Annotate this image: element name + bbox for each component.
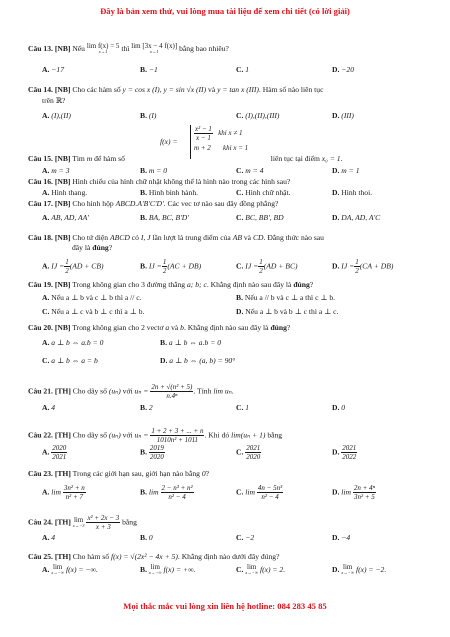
question-text: Nếu (72, 43, 85, 53)
option-b[interactable]: B. 2 (140, 403, 153, 412)
option-c[interactable]: C. 1 (236, 403, 250, 412)
question-level: [NB] (54, 199, 71, 208)
question-level: [TH] (54, 517, 71, 527)
option-c[interactable]: C. 1 (236, 65, 250, 74)
fraction: $\frac{1}{2}$ (65, 258, 69, 275)
option-b[interactable]: B. lim x→−∞ f(x) = +∞. (140, 563, 196, 575)
question-level: [TH] (54, 386, 71, 396)
option-d[interactable]: D. $\frac{2021}{2022}$ (332, 444, 357, 461)
question-19: Câu 19. [NB] Trong không gian cho 3 đường thẳng a; b; c. Khẳng định nào sau đây là đúng? (28, 280, 314, 289)
option-c[interactable]: C. Hình chữ nhật. (236, 188, 291, 197)
page-footer: Mọi thắc mắc vui lòng xin liên hệ hotline: 084 283 45 85 (123, 601, 327, 611)
option-a[interactable]: A. m = 3 (42, 166, 70, 175)
question-level: [NB] (54, 85, 71, 94)
question-level: [TH] (54, 469, 71, 478)
option-d[interactable]: D. (III) (332, 111, 354, 120)
fraction: $\frac{2021}{2020}$ (246, 444, 261, 461)
option-b[interactable]: B. m = 0 (140, 166, 168, 175)
option-c[interactable]: C. −2 (236, 533, 255, 542)
question-number: Câu 19. (28, 280, 53, 289)
option-a[interactable]: A. (I),(II) (42, 111, 71, 120)
question-number: Câu 17. (28, 199, 53, 208)
question-22: Câu 22. [TH] Cho dãy số (uₙ) với uₙ = $\frac{1 + 2 + 3 + ... + n}{\text{1010n² + 1011}}$ . Khi đó lim(uₙ + 1) bằng (28, 427, 283, 444)
fraction: $\frac{\text{2n + √(n² + 5)}}{\text{n.4ⁿ}}$ (151, 383, 193, 400)
option-d[interactable]: D. m = 1 (332, 166, 360, 175)
fraction: $\frac{1}{2}$ (259, 258, 263, 275)
question-level: [NB] (54, 233, 71, 242)
option-a[interactable]: A. −17 (42, 65, 65, 74)
fraction: $\frac{2019}{2020}$ (149, 444, 164, 461)
question-number: Câu 21. (28, 386, 53, 396)
question-20: Câu 20. [NB] Trong không gian cho 2 vectơ a và b. Khẳng định nào sau đây là đúng? (28, 323, 291, 332)
option-c[interactable]: C. a ⊥ b ⇔ a = b (42, 356, 98, 365)
option-d[interactable]: D. Hình thoi. (332, 188, 373, 197)
question-level: [NB] (54, 177, 71, 186)
question-number: Câu 15. (28, 154, 53, 163)
option-a[interactable]: A. Hình thang. (42, 188, 88, 197)
option-d[interactable]: D. Nếu a ⊥ b và b ⊥ c thì a ⊥ c. (236, 307, 339, 316)
fraction: $\frac{\text{x² − 1}}{x - 1}$ (195, 125, 212, 142)
fraction: $\frac{2021}{2022}$ (342, 444, 357, 461)
question-24: Câu 24. [TH] lim x→−3 $\frac{\text{x² + 2x − 3}}{x + 3}$ bằng (28, 514, 137, 531)
limit-expression: lim x→−3 (72, 515, 85, 528)
fraction: $\frac{\text{2 − n³ + n²}}{\text{n² − 4}}$ (161, 484, 193, 501)
option-b[interactable]: B. −1 (140, 65, 158, 74)
question-level: [NB] (54, 280, 71, 289)
fraction: $\frac{\text{4n − 5n³}}{\text{n² − 4}}$ (257, 484, 283, 501)
option-d[interactable]: D. 0 (332, 403, 346, 412)
fraction: $\frac{1}{2}$ (355, 258, 359, 275)
limit-expression: lim [3x − 4 f(x)] x→1 (131, 42, 178, 54)
option-c[interactable]: C. BC, BB', BD (236, 213, 284, 222)
option-a[interactable]: A. 4 (42, 403, 56, 412)
option-a[interactable]: A. IJ = $\frac{1}{2}$ (AD + CB) (42, 258, 104, 275)
option-b[interactable]: B. lim $\frac{\text{2 − n³ + n²}}{\text{n² − 4}}$ (140, 484, 193, 501)
option-c[interactable]: C. lim $\frac{\text{4n − 5n³}}{\text{n² − 4}}$ (236, 484, 283, 501)
option-d[interactable]: D. −4 (332, 533, 351, 542)
question-level: [NB] (54, 43, 71, 53)
option-b[interactable]: B. Nếu a // b và c ⊥ a thì c ⊥ b. (236, 293, 336, 302)
question-level: [TH] (54, 430, 71, 440)
question-level: [NB] (54, 154, 71, 163)
question-number: Câu 25. (28, 552, 53, 561)
question-number: Câu 14. (28, 85, 53, 94)
question-number: Câu 13. (28, 43, 53, 53)
option-c[interactable]: C. (I),(II),(III) (236, 111, 280, 120)
fraction: $\frac{\text{x² + 2x − 3}}{x + 3}$ (87, 514, 120, 531)
fraction: $\frac{1}{2}$ (162, 258, 167, 275)
page-header: Đây là bản xem thử, vui lòng mua tài liệu để xem chi tiết (có lời giải) (100, 6, 350, 16)
question-13 (28, 43, 428, 55)
question-text: thì (121, 43, 130, 53)
question-14: Câu 14. [NB] Cho các hàm số y = cos x (I), y = sin √x (II) và y = tan x (III). Hàm số nào liên tục (28, 85, 324, 94)
question-number: Câu 24. (28, 517, 53, 527)
option-c[interactable]: C. $\frac{2021}{2020}$ (236, 444, 261, 461)
option-a[interactable]: A. Nếu a ⊥ b và c ⊥ b thì a // c. (42, 293, 142, 302)
question-number: Câu 16. (28, 177, 53, 186)
limit-expression: lim f(x) = 5 x→1 (86, 42, 120, 54)
option-d[interactable]: D. DA, AD, A'C (332, 213, 381, 222)
option-a[interactable]: A. lim x→−∞ f(x) = −∞. (42, 563, 98, 575)
option-d[interactable]: D. −20 (332, 65, 355, 74)
option-d[interactable]: D. lim x→−∞ f(x) = −2. (332, 563, 387, 575)
option-a[interactable]: A. $\frac{2020}{2021}$ (42, 444, 67, 461)
option-c[interactable]: C. IJ = $\frac{1}{2}$ (AD + BC) (236, 258, 298, 275)
question-number: Câu 20. (28, 323, 53, 332)
question-text: bằng bao nhiêu? (179, 43, 229, 53)
option-b[interactable]: B. (I) (140, 111, 157, 120)
option-b[interactable]: B. IJ = $\frac{1}{2}$ (AC + DB) (140, 258, 202, 275)
option-c[interactable]: C. m = 4 (236, 166, 264, 175)
piecewise-function: $\frac{\text{x² − 1}}{x - 1}$ khi x ≠ 1 m + 2 khi x = 1 (190, 125, 248, 159)
fraction: $\frac{2020}{2021}$ (52, 444, 67, 461)
option-b[interactable]: B. 0 (140, 533, 153, 542)
fraction: $\frac{\text{2n + 4ⁿ}}{\text{3n² + 5}}$ (353, 484, 375, 501)
question-number: Câu 22. (28, 430, 53, 440)
question-14-line2: trên ℝ? (42, 96, 66, 105)
option-d[interactable]: D. IJ = $\frac{1}{2}$ (CA + DB) (332, 258, 394, 275)
question-23: Câu 23. [TH] Trong các giới hạn sau, giới hạn nào bằng 0? (28, 469, 210, 478)
option-b[interactable]: B. $\frac{2019}{2020}$ (140, 444, 164, 461)
question-25: Câu 25. [TH] Cho hàm số f(x) = √(2x² − 4x + 5). Khẳng định nào dưới đây đúng? (28, 552, 280, 561)
option-b[interactable]: B. a ⊥ b ⇔ a.b = 0 (160, 338, 222, 347)
question-level: [TH] (54, 552, 71, 561)
question-level: [NB] (54, 323, 71, 332)
option-a[interactable]: A. lim $\frac{\text{3n² + n}}{\text{n² + 7}}$ (42, 484, 85, 501)
question-21: Câu 21. [TH] Cho dãy số (uₙ) với uₙ = $\frac{\text{2n + √(n² + 5)}}{\text{n.4ⁿ}}$ . Tính lim uₙ. (28, 383, 234, 400)
question-number: Câu 18. (28, 233, 53, 242)
option-c[interactable]: C. Nếu a ⊥ c và b ⊥ c thì a ⊥ b. (42, 307, 145, 316)
option-d[interactable]: D. a ⊥ b ⇔ (a, b) = 90° (160, 356, 236, 365)
fraction: $\frac{\text{3n² + n}}{\text{n² + 7}}$ (63, 484, 85, 501)
question-18: Câu 18. [NB] Cho tứ diện ABCD có I, J lần lượt là trung điểm của AB và CD. Đẳng thức nào sau (28, 233, 324, 242)
option-a[interactable]: A. a ⊥ b ⇔ a.b = 0 (42, 338, 104, 347)
question-17: Câu 17. [NB] Cho hình hộp ABCD.A'B'C'D'. Các vec tơ nào sau đây đồng phẳng? (28, 199, 279, 208)
question-15: Câu 15. [NB] Tìm m để hàm số liên tục tại điểm x₀ = 1. (28, 154, 343, 163)
question-16: Câu 16. [NB] Hình chiếu của hình chữ nhật không thể là hình nào trong các hình sau? (28, 177, 291, 186)
function-label: f(x) = (160, 137, 178, 146)
question-number: Câu 23. (28, 469, 53, 478)
option-b[interactable]: B. BA, BC, B'D' (140, 213, 189, 222)
option-d[interactable]: D. lim $\frac{\text{2n + 4ⁿ}}{\text{3n² + 5}}$ (332, 484, 375, 501)
option-a[interactable]: A. AB, AD, AA' (42, 213, 89, 222)
option-a[interactable]: A. 4 (42, 533, 56, 542)
option-c[interactable]: C. lim x→−∞ f(x) = 2. (236, 563, 286, 575)
option-b[interactable]: B. Hình bình hành. (140, 188, 199, 197)
question-18-line2: đây là đúng? (72, 243, 113, 252)
fraction: $\frac{1 + 2 + 3 + ... + n}{\text{1010n² + 1011}}$ (151, 427, 204, 444)
